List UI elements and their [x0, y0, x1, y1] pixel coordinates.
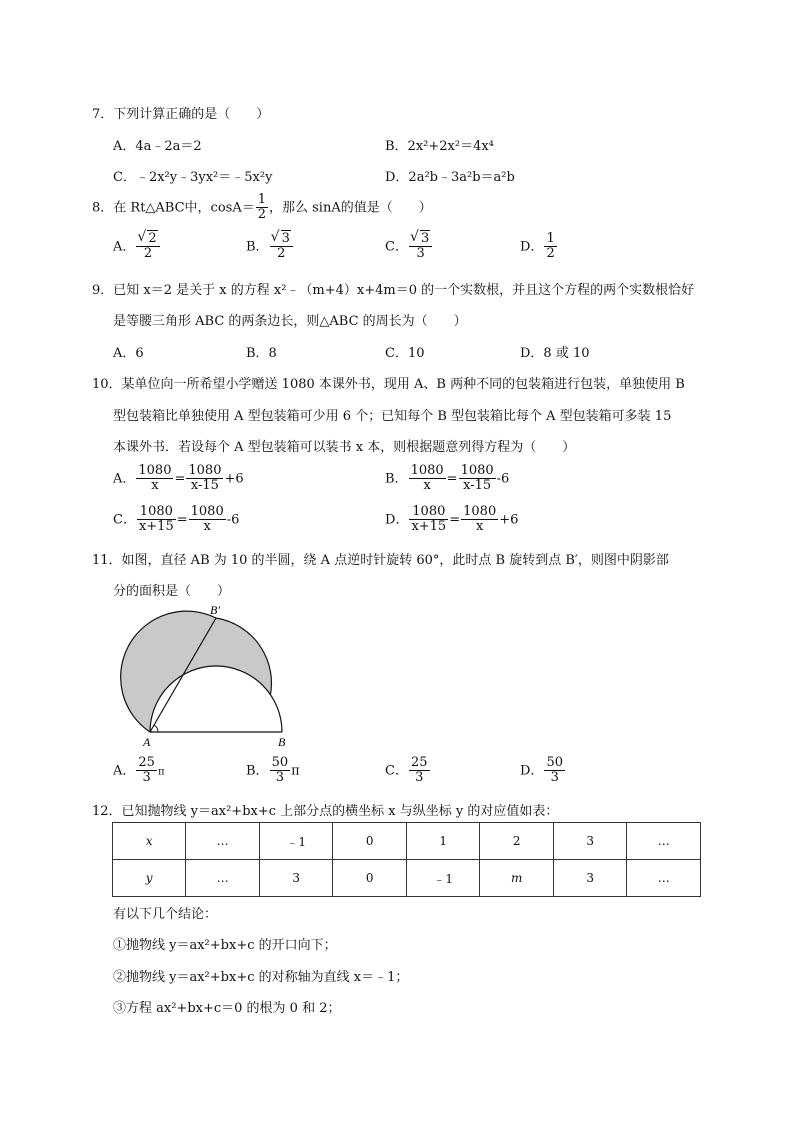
table-cell: ﹣1 [259, 823, 333, 860]
q12-intro: 有以下几个结论： [113, 907, 218, 922]
q12-conclusion-3: ③方程 ax²+bx+c＝0 的根为 0 和 2； [113, 1001, 341, 1016]
q8-cos-fraction [256, 193, 268, 223]
q8-option-c-label: C． [385, 239, 408, 255]
q10-a-eq: = [174, 471, 186, 487]
q11-option-d-label: D． [520, 763, 544, 779]
q10-b-num1: 1080 [410, 463, 444, 478]
q12-value-table [112, 822, 701, 897]
q11-line1: 11．如图，直径 AB 为 10 的半圆，绕 A 点逆时针旋转 60°，此时点 B 旋转到点 B′，则图中阴影部 [92, 553, 669, 568]
q10-option-d-label: D． [385, 512, 409, 528]
q8-option-b-den: 2 [277, 246, 286, 262]
q10-a-num2: 1080 [188, 463, 222, 478]
q8-option-a-label: A． [113, 239, 136, 255]
q7-option-c: C．﹣2x²y﹣3yx²＝﹣5x²y [113, 170, 273, 185]
q11-b-tail: π [291, 763, 300, 779]
table-cell: 1 [406, 823, 480, 860]
q10-b-den1: x [423, 478, 431, 494]
table-cell: m [480, 860, 554, 897]
q10-option-b-label: B． [385, 471, 408, 487]
q11-option-a [113, 756, 165, 786]
q11-c-den: 3 [415, 770, 424, 786]
q9-line2: 是等腰三角形 ABC 的两条边长，则△ABC 的周长为（ ） [113, 314, 467, 329]
q11-option-b [246, 756, 300, 786]
q8-option-b-label: B． [246, 239, 269, 255]
q12-conclusion-2: ②抛物线 y＝ax²+bx+c 的对称轴为直线 x＝﹣1； [113, 970, 409, 985]
q10-line3: 本课外书．若设每个 A 型包装箱可以装书 x 本，则根据题意列得方程为（ ） [113, 440, 576, 455]
q10-a-den2: x-15 [190, 478, 219, 494]
q8-stem [92, 193, 432, 223]
q10-option-a [113, 464, 244, 494]
q10-d-eq: = [449, 512, 461, 528]
q8-option-c-den: 3 [416, 246, 425, 262]
q11-a-num: 25 [138, 755, 155, 770]
table-cell: 2 [480, 823, 554, 860]
label-a: A [143, 735, 151, 749]
q8-option-d-label: D． [520, 239, 544, 255]
q8-option-c [385, 232, 433, 262]
q10-d-tail: +6 [499, 512, 519, 528]
q10-d-den2: x [476, 519, 484, 535]
q11-option-a-label: A． [113, 763, 136, 779]
q10-a-den1: x [151, 478, 159, 494]
table-cell: … [627, 860, 701, 897]
q11-d-den: 3 [550, 770, 559, 786]
q10-line1: 10．某单位向一所希望小学赠送 1080 本课外书，现用 A、B 两种不同的包装箱进行包装，单独使用 B [92, 377, 685, 392]
q11-figure [110, 600, 300, 750]
q10-c-eq: = [176, 512, 188, 528]
q8-option-d-den: 2 [546, 246, 555, 262]
q8-cos-den: 2 [257, 207, 266, 223]
q10-c-den1: x+15 [138, 519, 174, 535]
q10-d-den1: x+15 [411, 519, 447, 535]
q8-option-a [113, 232, 161, 262]
q10-b-den2: x-15 [463, 478, 492, 494]
table-cell: … [186, 823, 260, 860]
table-row [113, 823, 701, 860]
label-b-prime: B′ [210, 603, 220, 617]
q8-cos-num: 1 [257, 192, 266, 207]
label-b: B [278, 735, 286, 749]
q10-a-tail: +6 [224, 471, 244, 487]
q11-a-den: 3 [142, 770, 151, 786]
q8-option-d-num: 1 [546, 231, 555, 246]
table-row [113, 860, 701, 897]
q10-c-den2: x [203, 519, 211, 535]
q11-option-b-label: B． [246, 763, 269, 779]
table-cell: 3 [553, 823, 626, 860]
table-cell: y [113, 860, 186, 897]
q8-stem-pre: 8．在 Rt△ABC中，cosA＝ [92, 200, 255, 216]
q9-option-b: B．8 [246, 346, 277, 361]
q10-option-c-label: C． [113, 512, 136, 528]
q9-option-d: D．8 或 10 [520, 346, 590, 361]
q8-option-b-num: 3 [281, 231, 290, 246]
table-cell: … [186, 860, 260, 897]
q10-c-num2: 1080 [190, 504, 224, 519]
q10-a-num1: 1080 [138, 463, 172, 478]
q10-c-tail: -6 [226, 512, 240, 528]
table-cell: 0 [333, 860, 406, 897]
q8-stem-post: ，那么 sinA的值是（ ） [269, 200, 432, 216]
q12-stem: 12．已知抛物线 y＝ax²+bx+c 上部分点的横坐标 x 与纵坐标 y 的对应值如表： [92, 804, 559, 819]
q11-option-c-label: C． [385, 763, 408, 779]
q8-option-d [520, 232, 558, 262]
table-cell: ﹣1 [406, 860, 480, 897]
q8-option-c-num: 3 [420, 231, 430, 246]
q9-option-c: C．10 [385, 346, 425, 361]
q10-option-c [113, 505, 239, 535]
q10-d-num2: 1080 [463, 504, 497, 519]
q11-option-d [520, 756, 566, 786]
q10-d-num1: 1080 [409, 505, 448, 520]
table-cell: x [113, 823, 186, 860]
q10-option-b [385, 464, 509, 494]
q11-a-tail: π [157, 766, 165, 778]
q8-option-b [246, 232, 294, 262]
q10-b-num2: 1080 [460, 463, 494, 478]
table-cell: 3 [259, 860, 333, 897]
q12-conclusion-1: ①抛物线 y＝ax²+bx+c 的开口向下； [113, 938, 337, 953]
q7-option-b: B．2x²+2x²＝4x⁴ [385, 139, 494, 154]
q10-line2: 型包装箱比单独使用 A 型包装箱可少用 6 个；已知每个 B 型包装箱比每个 A 型包装箱可多装 15 [113, 409, 672, 424]
q10-b-tail: -6 [496, 471, 510, 487]
q8-option-a-num: 2 [148, 231, 157, 246]
q11-b-den: 3 [275, 770, 284, 786]
q11-b-num: 50 [271, 755, 289, 770]
q7-option-d: D．2a²b﹣3a²b＝a²b [385, 170, 515, 185]
q10-c-num1: 1080 [137, 505, 176, 520]
q7-stem: 7．下列计算正确的是（ ） [92, 107, 270, 122]
table-cell: 0 [333, 823, 406, 860]
q9-line1: 9．已知 x＝2 是关于 x 的方程 x²﹣（m+4）x+4m＝0 的一个实数根，并且这个方程的两个实数根恰好 [92, 283, 695, 298]
q11-d-num: 50 [546, 755, 563, 770]
q10-option-a-label: A． [113, 471, 136, 487]
q11-option-c [385, 756, 431, 786]
q8-option-a-den: 2 [143, 246, 153, 262]
q11-line2: 分的面积是（ ） [113, 584, 231, 599]
table-cell: 3 [553, 860, 626, 897]
q10-option-d [385, 505, 518, 535]
table-cell: … [627, 823, 701, 860]
q10-b-eq: = [446, 471, 458, 487]
q9-option-a: A．6 [113, 346, 144, 361]
q7-option-a: A．4a﹣2a＝2 [113, 139, 202, 154]
q11-c-num: 25 [410, 755, 428, 770]
